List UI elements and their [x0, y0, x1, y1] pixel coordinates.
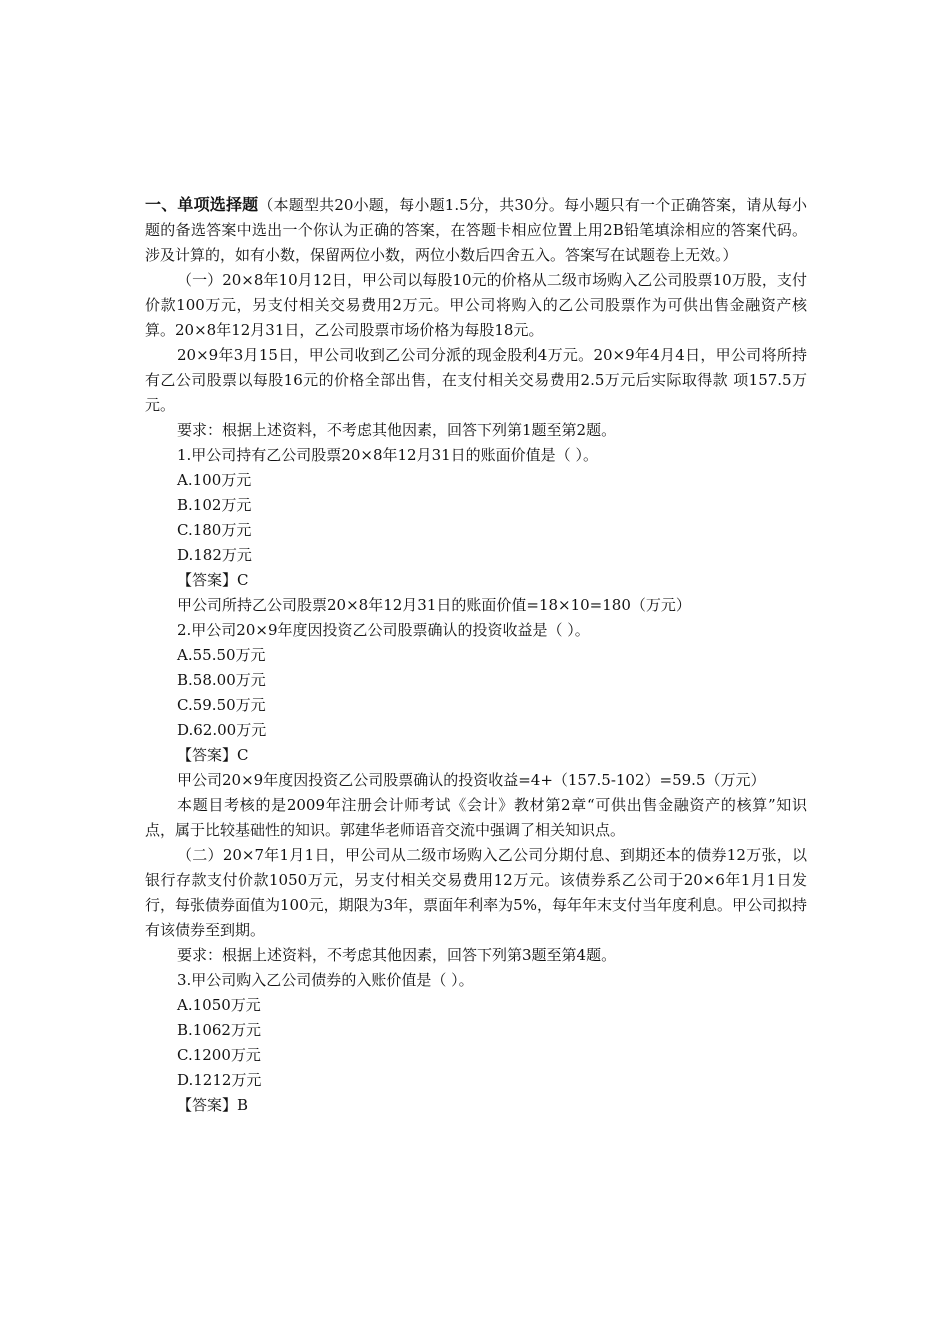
question-3: 3.甲公司购入乙公司债券的入账价值是（ ）。 [177, 971, 474, 989]
document-page [145, 192, 807, 1118]
case1-paragraph-2: 20×9年3月15日，甲公司收到乙公司分派的现金股利4万元。20×9年4月4日，甲公司将所持有乙公司股票以每股16元的价格全部出售，在支付相关交易费用2.5万元后实际取得款 项157.5万元。 [145, 346, 807, 414]
question-3-option-b: B.1062万元 [177, 1021, 261, 1039]
question-3-answer [145, 1093, 807, 1118]
section-heading: 一、单项选择题 [145, 195, 259, 214]
case1-paragraph-1: （一）20×8年10月12日，甲公司以每股10元的价格从二级市场购入乙公司股票10万股，支付价款100万元，另支付相关交易费用2万元。甲公司将购入的乙公司股票作为可供出售金融资产核算。20×8年12月31日，乙公司股票市场价格为每股18元。 [145, 271, 807, 339]
question-2-option-b: B.58.00万元 [177, 671, 266, 689]
question-3-option-d: D.1212万元 [177, 1071, 262, 1089]
question-3-option-a: A.1050万元 [177, 996, 261, 1014]
question-2-option-c: C.59.50万元 [177, 696, 266, 714]
question-1-option-a: A.100万元 [177, 471, 252, 489]
question-1-option-d: D.182万元 [177, 546, 252, 564]
case1-requirement: 要求：根据上述资料，不考虑其他因素，回答下列第1题至第2题。 [177, 421, 617, 439]
question-2-note: 本题目考核的是2009年注册会计师考试《会计》教材第2章“可供出售金融资产的核算”知识点，属于比较基础性的知识。郭建华老师语音交流中强调了相关知识点。 [145, 796, 807, 839]
question-2-answer [145, 743, 807, 768]
answer-value: C [237, 746, 249, 764]
answer-value: C [237, 571, 249, 589]
question-1-answer [145, 568, 807, 593]
question-1-explanation: 甲公司所持乙公司股票20×8年12月31日的账面价值=18×10=180（万元） [177, 596, 691, 614]
section-intro [145, 192, 807, 268]
question-2-option-d: D.62.00万元 [177, 721, 267, 739]
question-2-explanation: 甲公司20×9年度因投资乙公司股票确认的投资收益=4+（157.5-102）=59.5（万元） [177, 771, 766, 789]
answer-label: 【答案】 [177, 746, 238, 764]
question-1-option-b: B.102万元 [177, 496, 252, 514]
answer-label: 【答案】 [177, 571, 238, 589]
answer-value: B [237, 1096, 249, 1114]
question-1: 1.甲公司持有乙公司股票20×8年12月31日的账面价值是（ ）。 [177, 446, 598, 464]
answer-label: 【答案】 [177, 1096, 238, 1114]
question-2: 2.甲公司20×9年度因投资乙公司股票确认的投资收益是（ ）。 [177, 621, 590, 639]
question-3-option-c: C.1200万元 [177, 1046, 261, 1064]
question-2-option-a: A.55.50万元 [177, 646, 266, 664]
case2-paragraph-1: （二）20×7年1月1日，甲公司从二级市场购入乙公司分期付息、到期还本的债券12万张，以银行存款支付价款1050万元，另支付相关交易费用12万元。该债券系乙公司于20×6年1月1日发行，每张债券面值为100元，期限为3年，票面年利率为5%，每年年末支付当年度利息。甲公司拟持有该债券至到期。 [145, 846, 807, 939]
case2-requirement: 要求：根据上述资料，不考虑其他因素，回答下列第3题至第4题。 [177, 946, 617, 964]
section-intro-text: （本题型共20小题，每小题1.5分，共30分。每小题只有一个正确答案，请从每小题的备选答案中选出一个你认为正确的答案，在答题卡相应位置上用2B铅笔填涂相应的答案代码。涉及计算的，如有小数，保留两位小数，两位小数后四舍五入。答案写在试题卷上无效。） [145, 196, 807, 264]
question-1-option-c: C.180万元 [177, 521, 252, 539]
